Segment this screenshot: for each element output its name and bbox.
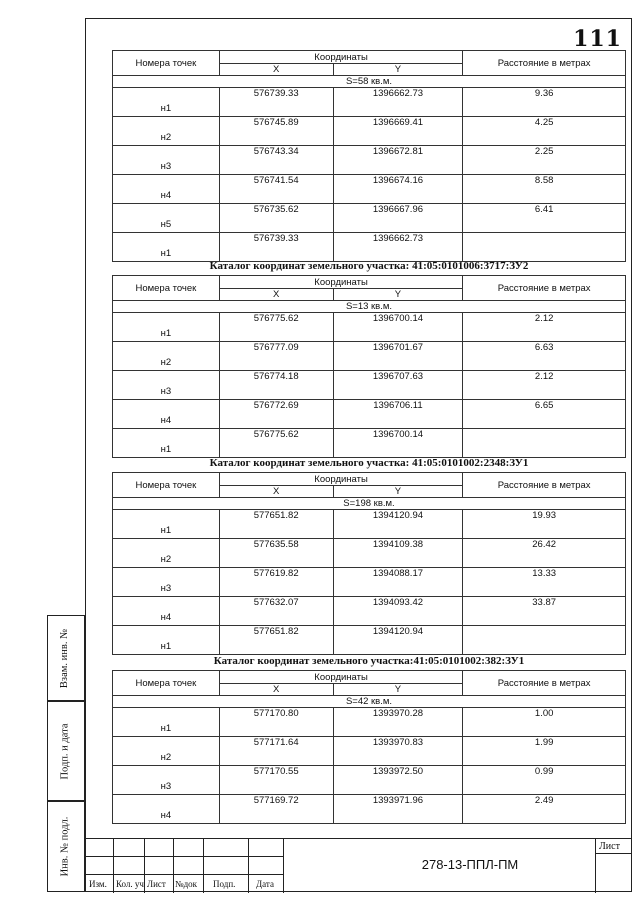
coord-x: 577171.64 bbox=[219, 737, 333, 766]
distance: 6.65 bbox=[463, 400, 626, 429]
point-name: н2 bbox=[113, 117, 220, 146]
header-points: Номера точек bbox=[113, 473, 220, 498]
coord-x: 576772.69 bbox=[219, 400, 333, 429]
header-x: X bbox=[219, 486, 333, 498]
catalog-title: Каталог координат земельного участка:41:05:0101002:382:ЗУ1 bbox=[213, 655, 525, 667]
distance: 2.49 bbox=[463, 795, 626, 824]
header-y: Y bbox=[333, 486, 463, 498]
area-label: S=198 кв.м. bbox=[113, 498, 626, 510]
side-label-sign-date: Подп. и дата bbox=[59, 722, 71, 780]
distance: 26.42 bbox=[463, 539, 626, 568]
distance: 13.33 bbox=[463, 568, 626, 597]
coord-y: 1396700.14 bbox=[333, 429, 463, 458]
coord-x: 577619.82 bbox=[219, 568, 333, 597]
point-name: н2 bbox=[113, 737, 220, 766]
table-row bbox=[113, 795, 626, 824]
header-points: Номера точек bbox=[113, 671, 220, 696]
side-label-inv-orig: Инв. № подл. bbox=[59, 816, 71, 877]
table-row bbox=[113, 117, 626, 146]
coord-y: 1394093.42 bbox=[333, 597, 463, 626]
distance: 6.41 bbox=[463, 204, 626, 233]
coord-x: 576739.33 bbox=[219, 233, 333, 262]
title-block bbox=[85, 838, 632, 893]
header-x: X bbox=[219, 64, 333, 76]
coord-x: 577651.82 bbox=[219, 510, 333, 539]
stamp-sheet-label: Лист bbox=[599, 841, 620, 852]
table-row bbox=[113, 597, 626, 626]
coord-y: 1396707.63 bbox=[333, 371, 463, 400]
area-label: S=42 кв.м. bbox=[113, 696, 626, 708]
stamp-list: Лист bbox=[147, 879, 166, 889]
point-name: н4 bbox=[113, 175, 220, 204]
distance: 9.36 bbox=[463, 88, 626, 117]
coordinate-table bbox=[112, 275, 626, 458]
point-name: н3 bbox=[113, 371, 220, 400]
header-y: Y bbox=[333, 684, 463, 696]
coord-y: 1396701.67 bbox=[333, 342, 463, 371]
coord-y: 1393970.28 bbox=[333, 708, 463, 737]
distance: 1.99 bbox=[463, 737, 626, 766]
table-row bbox=[113, 626, 626, 655]
header-coords: Координаты bbox=[219, 671, 463, 684]
coordinate-table bbox=[112, 50, 626, 262]
distance: 33.87 bbox=[463, 597, 626, 626]
distance: 4.25 bbox=[463, 117, 626, 146]
point-name: н5 bbox=[113, 204, 220, 233]
coord-y: 1396667.96 bbox=[333, 204, 463, 233]
table-row bbox=[113, 400, 626, 429]
stamp-ndok: №док bbox=[175, 879, 198, 889]
point-name: н4 bbox=[113, 400, 220, 429]
header-coords: Координаты bbox=[219, 473, 463, 486]
coord-x: 577632.07 bbox=[219, 597, 333, 626]
coord-y: 1396669.41 bbox=[333, 117, 463, 146]
coord-x: 576741.54 bbox=[219, 175, 333, 204]
point-name: н1 bbox=[113, 510, 220, 539]
table-row bbox=[113, 313, 626, 342]
coord-y: 1393970.83 bbox=[333, 737, 463, 766]
coord-y: 1396662.73 bbox=[333, 88, 463, 117]
header-y: Y bbox=[333, 289, 463, 301]
point-name: н1 bbox=[113, 429, 220, 458]
table-row bbox=[113, 233, 626, 262]
coord-x: 576743.34 bbox=[219, 146, 333, 175]
coordinate-table bbox=[112, 472, 626, 655]
coord-x: 576735.62 bbox=[219, 204, 333, 233]
coord-y: 1393971.96 bbox=[333, 795, 463, 824]
coord-y: 1393972.50 bbox=[333, 766, 463, 795]
distance: 19.93 bbox=[463, 510, 626, 539]
table-row bbox=[113, 568, 626, 597]
coord-x: 576775.62 bbox=[219, 429, 333, 458]
table-row bbox=[113, 708, 626, 737]
distance: 2.25 bbox=[463, 146, 626, 175]
coord-y: 1394120.94 bbox=[333, 510, 463, 539]
stamp-kol-uch: Кол. уч bbox=[116, 879, 144, 889]
coord-x: 577635.58 bbox=[219, 539, 333, 568]
point-name: н3 bbox=[113, 146, 220, 175]
coord-x: 576777.09 bbox=[219, 342, 333, 371]
distance: 6.63 bbox=[463, 342, 626, 371]
table-row bbox=[113, 175, 626, 204]
stamp-podp: Подп. bbox=[213, 879, 236, 889]
document-number: 278-13-ППЛ-ПМ bbox=[421, 857, 519, 872]
catalog-title: Каталог координат земельного участка: 41:05:0101002:2348:ЗУ1 bbox=[209, 457, 529, 469]
table-row bbox=[113, 146, 626, 175]
header-points: Номера точек bbox=[113, 51, 220, 76]
area-label: S=13 кв.м. bbox=[113, 301, 626, 313]
table-row bbox=[113, 88, 626, 117]
coord-x: 576745.89 bbox=[219, 117, 333, 146]
coord-y: 1396706.11 bbox=[333, 400, 463, 429]
coord-x: 577651.82 bbox=[219, 626, 333, 655]
side-cell-inv-replace bbox=[47, 615, 85, 701]
distance bbox=[463, 233, 626, 262]
point-name: н3 bbox=[113, 568, 220, 597]
coord-y: 1394120.94 bbox=[333, 626, 463, 655]
catalog-title: Каталог координат земельного участка: 41:05:0101006:3717:ЗУ2 bbox=[209, 260, 529, 272]
side-cell-inv-orig bbox=[47, 801, 85, 892]
coord-y: 1394088.17 bbox=[333, 568, 463, 597]
table-row bbox=[113, 204, 626, 233]
point-name: н1 bbox=[113, 88, 220, 117]
stamp-izm: Изм. bbox=[89, 879, 107, 889]
header-points: Номера точек bbox=[113, 276, 220, 301]
table-row bbox=[113, 342, 626, 371]
page-number: 111 bbox=[573, 26, 622, 52]
header-distance: Расстояние в метрах bbox=[463, 671, 626, 696]
coord-x: 576739.33 bbox=[219, 88, 333, 117]
distance: 0.99 bbox=[463, 766, 626, 795]
distance bbox=[463, 626, 626, 655]
point-name: н1 bbox=[113, 708, 220, 737]
table-row bbox=[113, 510, 626, 539]
header-x: X bbox=[219, 684, 333, 696]
point-name: н4 bbox=[113, 795, 220, 824]
distance: 2.12 bbox=[463, 371, 626, 400]
header-distance: Расстояние в метрах bbox=[463, 473, 626, 498]
coord-y: 1396674.16 bbox=[333, 175, 463, 204]
distance bbox=[463, 429, 626, 458]
side-stamp bbox=[47, 615, 85, 892]
header-x: X bbox=[219, 289, 333, 301]
coord-x: 576775.62 bbox=[219, 313, 333, 342]
point-name: н3 bbox=[113, 766, 220, 795]
point-name: н1 bbox=[113, 626, 220, 655]
coord-x: 576774.18 bbox=[219, 371, 333, 400]
coord-y: 1396672.81 bbox=[333, 146, 463, 175]
header-y: Y bbox=[333, 64, 463, 76]
distance: 1.00 bbox=[463, 708, 626, 737]
header-coords: Координаты bbox=[219, 51, 463, 64]
table-row bbox=[113, 539, 626, 568]
point-name: н4 bbox=[113, 597, 220, 626]
point-name: н2 bbox=[113, 539, 220, 568]
coord-x: 577170.55 bbox=[219, 766, 333, 795]
table-row bbox=[113, 737, 626, 766]
coordinate-table bbox=[112, 670, 626, 824]
coord-x: 577170.80 bbox=[219, 708, 333, 737]
table-row bbox=[113, 371, 626, 400]
header-distance: Расстояние в метрах bbox=[463, 276, 626, 301]
stamp-date: Дата bbox=[256, 879, 274, 889]
side-cell-sign-date bbox=[47, 701, 85, 801]
coord-y: 1396662.73 bbox=[333, 233, 463, 262]
area-label: S=58 кв.м. bbox=[113, 76, 626, 88]
side-label-inv-replace: Взам. инв. № bbox=[59, 628, 71, 688]
table-row bbox=[113, 429, 626, 458]
table-row bbox=[113, 766, 626, 795]
header-coords: Координаты bbox=[219, 276, 463, 289]
header-distance: Расстояние в метрах bbox=[463, 51, 626, 76]
point-name: н1 bbox=[113, 233, 220, 262]
point-name: н1 bbox=[113, 313, 220, 342]
distance: 2.12 bbox=[463, 313, 626, 342]
coord-y: 1396700.14 bbox=[333, 313, 463, 342]
coord-y: 1394109.38 bbox=[333, 539, 463, 568]
coord-x: 577169.72 bbox=[219, 795, 333, 824]
point-name: н2 bbox=[113, 342, 220, 371]
distance: 8.58 bbox=[463, 175, 626, 204]
